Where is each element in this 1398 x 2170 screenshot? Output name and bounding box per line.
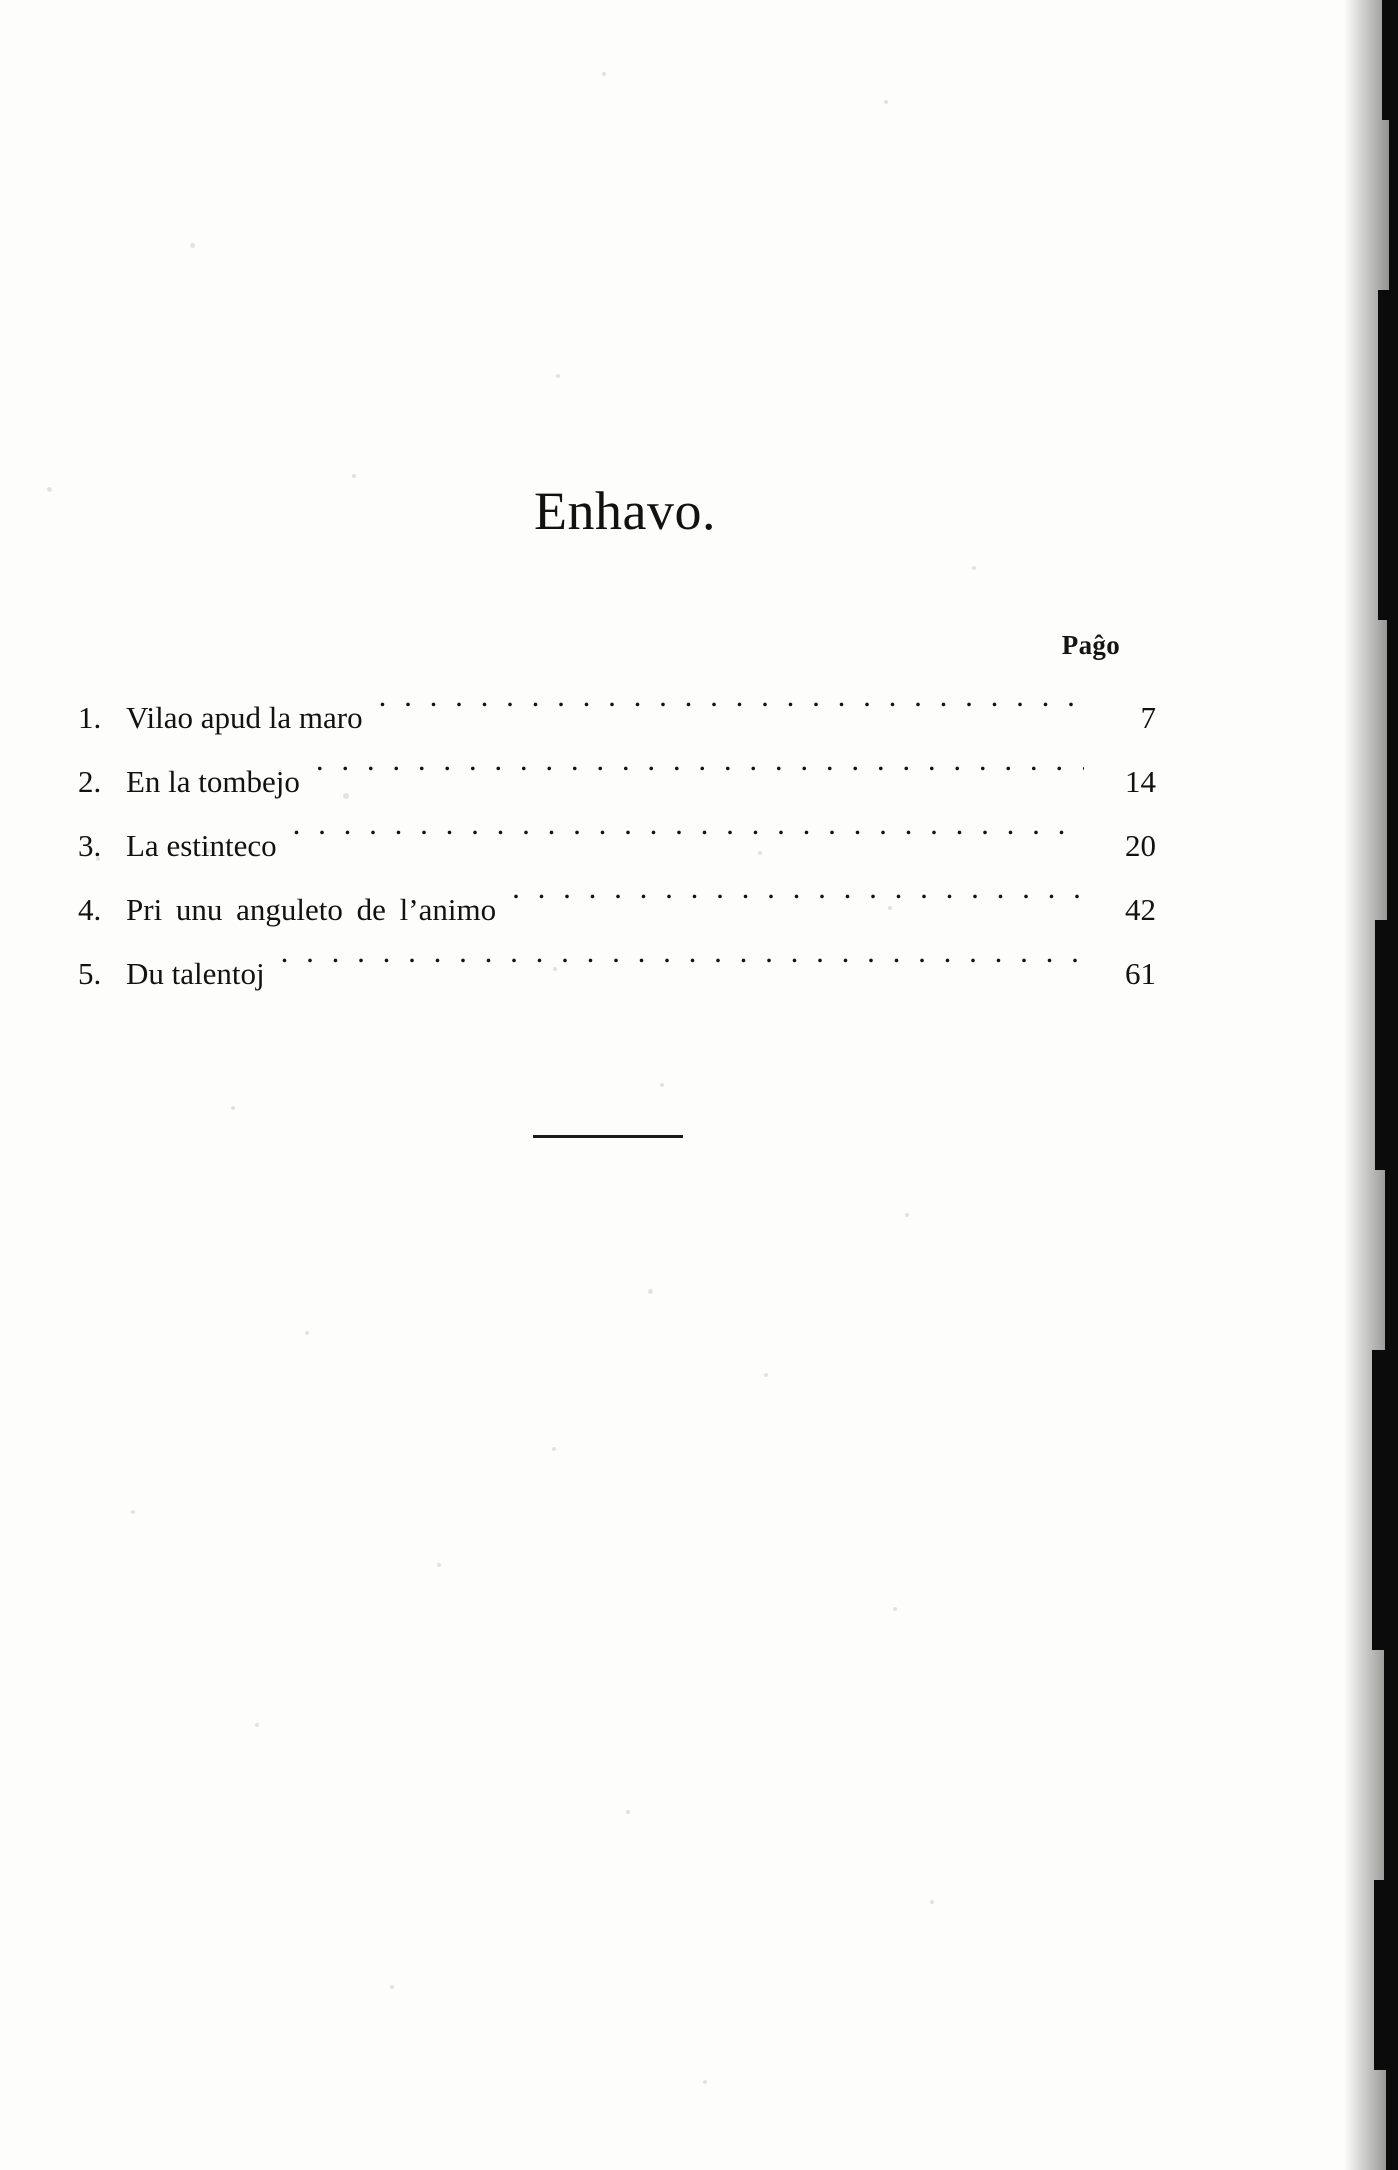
section-divider	[533, 1135, 683, 1138]
toc-entry[interactable]	[78, 814, 1156, 878]
dot-leader	[379, 697, 1084, 728]
toc-entry-page: 42	[1125, 892, 1156, 927]
dot-leader	[281, 953, 1084, 984]
toc-entry-title: En la tombejo	[126, 764, 300, 799]
toc-entry-title: Vilao apud la maro	[126, 700, 363, 735]
toc-entry-number: 4.	[78, 892, 102, 927]
toc-entry-page: 7	[1140, 700, 1156, 735]
toc-entry[interactable]	[78, 878, 1156, 942]
toc-entry-page: 20	[1125, 828, 1156, 863]
toc-entry-title: La estinteco	[126, 828, 277, 863]
toc-entry-title: Pri unu anguleto de l’animo	[126, 892, 497, 927]
dot-leader	[293, 825, 1084, 856]
toc-entry-title: Du talentoj	[126, 956, 265, 991]
dot-leader	[316, 761, 1084, 792]
table-of-contents	[78, 686, 1156, 1006]
scan-edge-shadow	[1326, 0, 1398, 2170]
toc-entry-number: 5.	[78, 956, 102, 991]
toc-entry[interactable]	[78, 942, 1156, 1006]
toc-entry-page: 14	[1125, 764, 1156, 799]
toc-entry[interactable]	[78, 686, 1156, 750]
toc-entry-number: 2.	[78, 764, 102, 799]
toc-entry-number: 1.	[78, 700, 102, 735]
page-column-header: Paĝo	[1061, 630, 1120, 660]
page-title: Enhavo.	[534, 481, 716, 541]
toc-entry-number: 3.	[78, 828, 102, 863]
toc-entry-page: 61	[1125, 956, 1156, 991]
dot-leader	[512, 889, 1084, 920]
toc-entry[interactable]	[78, 750, 1156, 814]
